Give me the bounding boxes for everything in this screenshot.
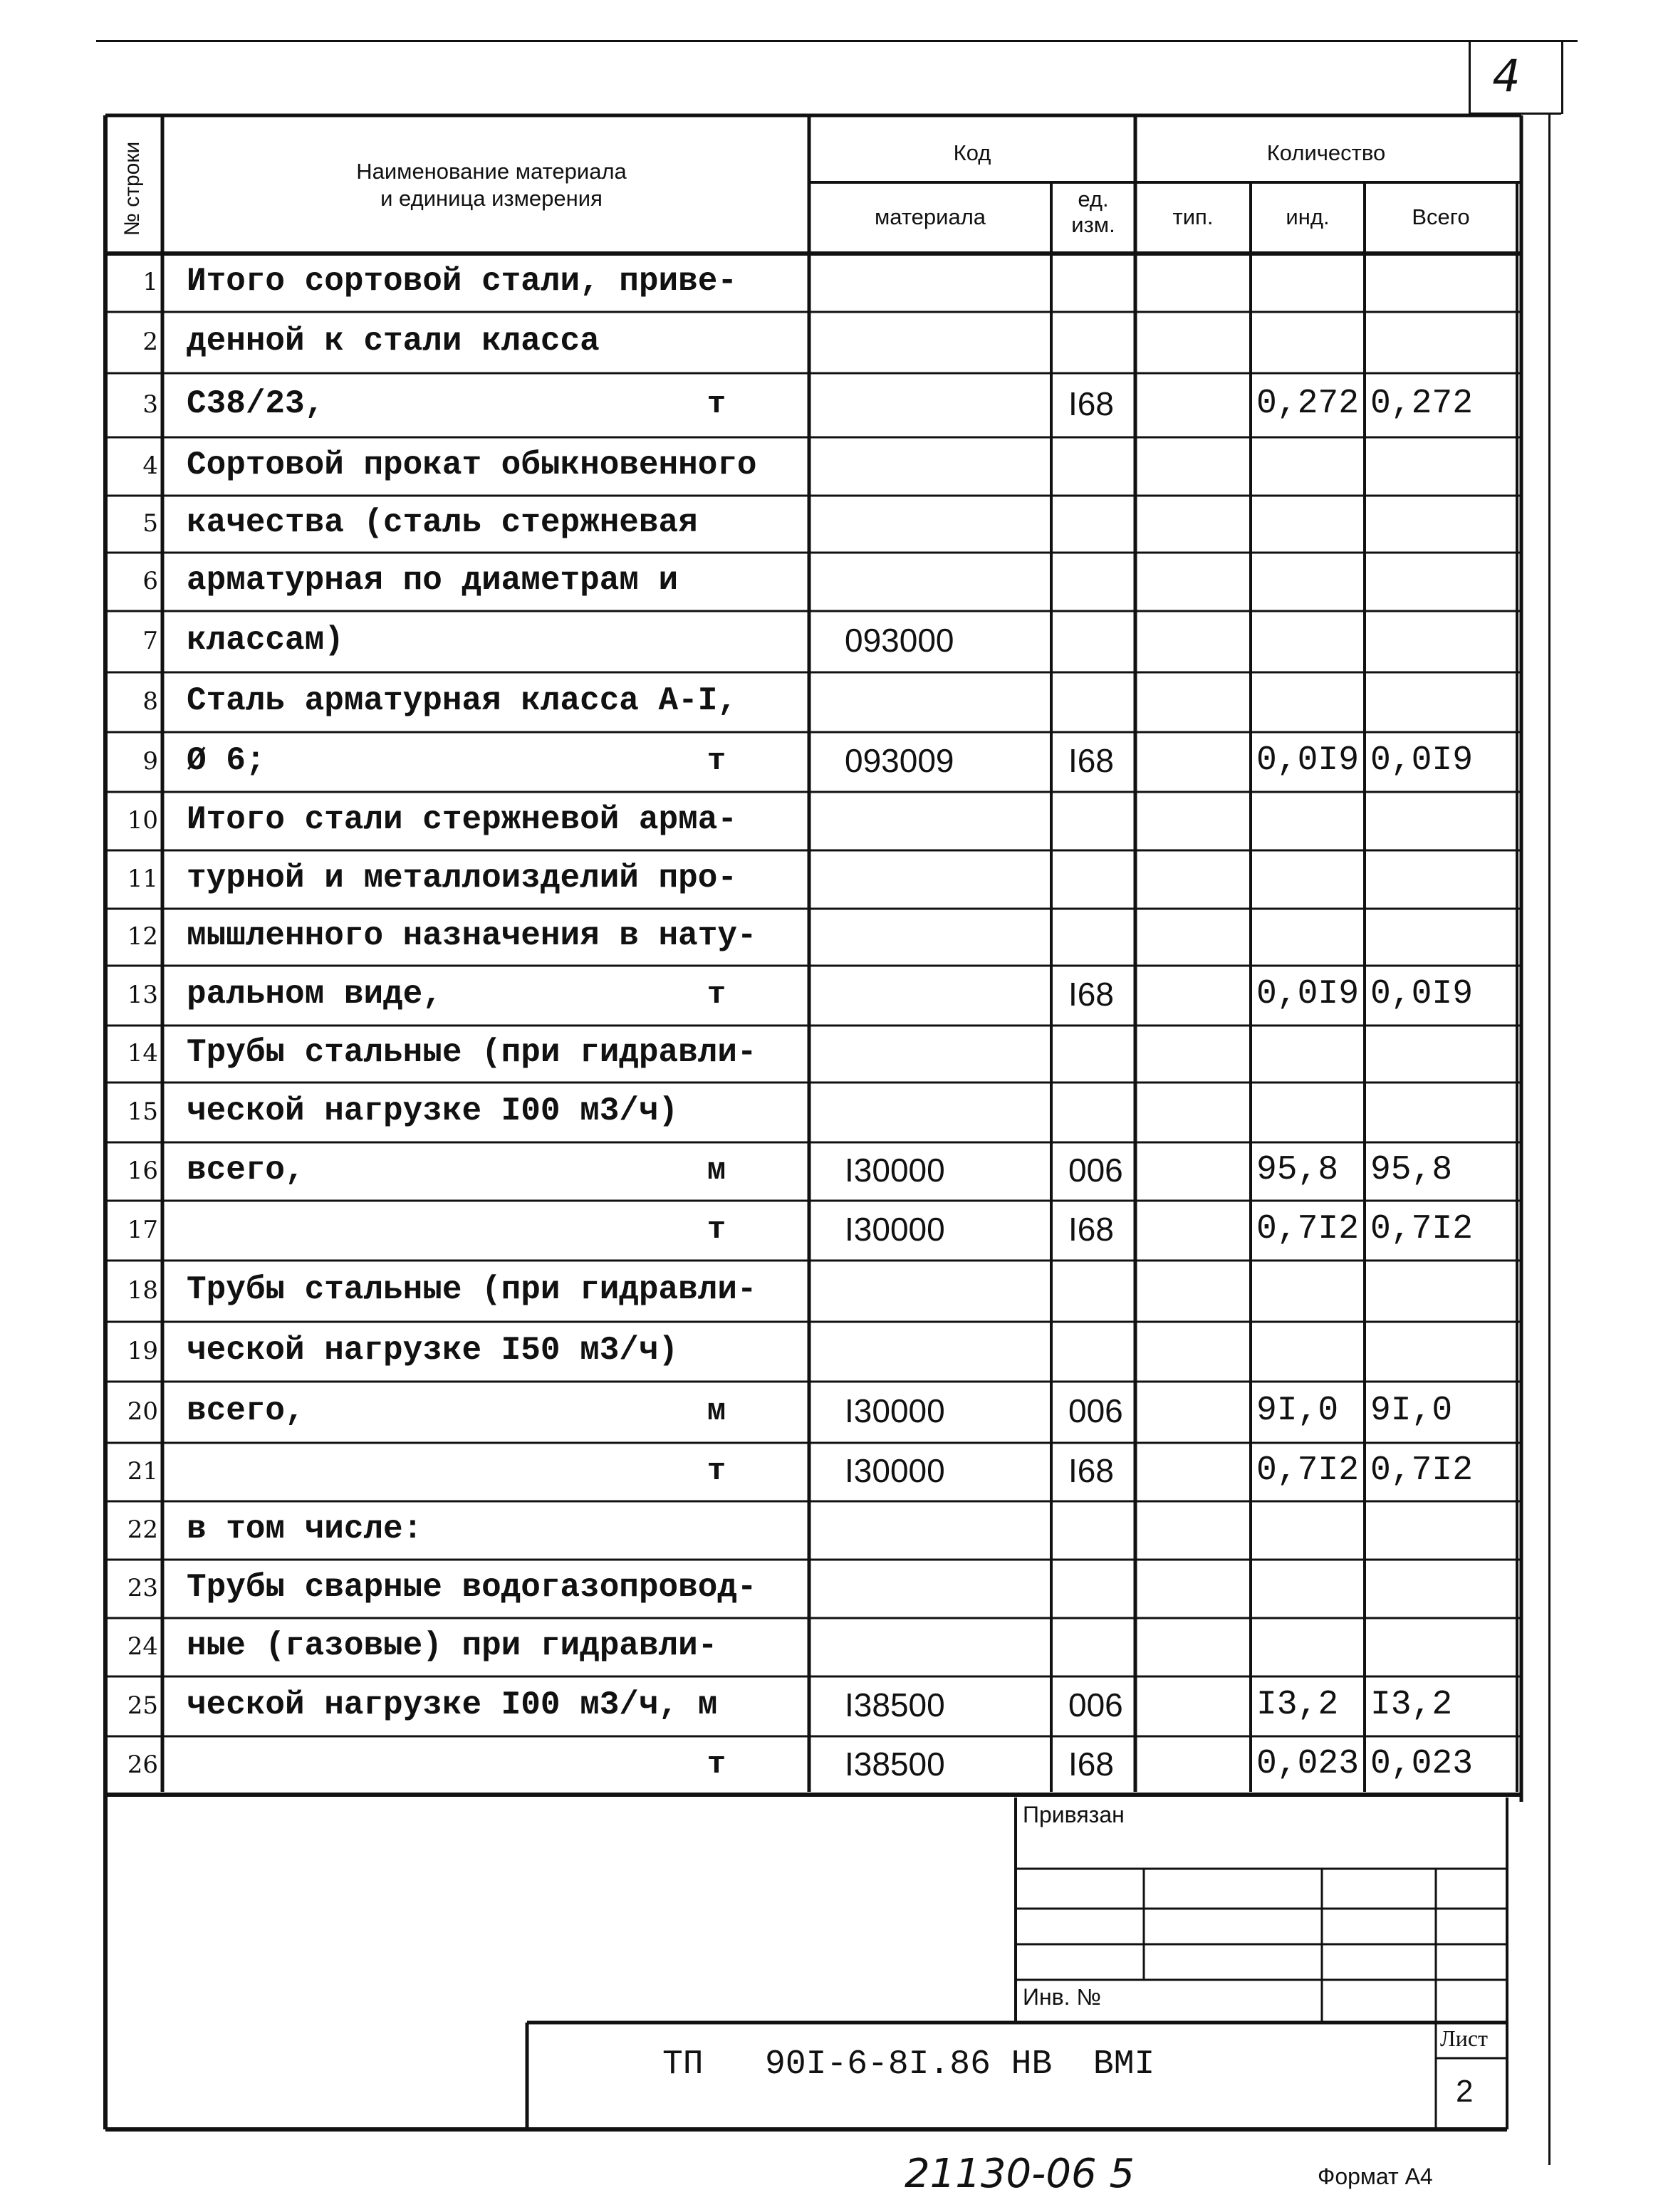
unit-code: 006 — [1068, 1392, 1123, 1430]
row-number: 14 — [127, 1038, 158, 1068]
row-number: 10 — [127, 805, 158, 835]
row-number: 5 — [142, 508, 158, 538]
unit-code: I68 — [1068, 385, 1114, 423]
code-material-header: материала — [874, 204, 986, 229]
unit-code: I68 — [1068, 1452, 1114, 1490]
material-name: Трубы стальные (при гидравли- — [187, 1271, 757, 1309]
row-number: 26 — [127, 1750, 158, 1779]
unit-symbol: м — [707, 1393, 726, 1429]
row-number: 16 — [127, 1156, 158, 1185]
sheet-number: 4 — [1492, 50, 1521, 102]
material-name: С38/23, — [187, 385, 325, 423]
unit-symbol: т — [707, 386, 726, 422]
material-name: ческой нагрузке I00 м3/ч, м — [187, 1686, 718, 1724]
row-number: 23 — [127, 1573, 158, 1602]
row-number: 25 — [127, 1691, 158, 1720]
unit-symbol: м — [707, 1152, 726, 1189]
row-number: 12 — [127, 922, 158, 951]
material-name: турной и металлоизделий про- — [187, 860, 737, 897]
qty-total: 0,0I9 — [1370, 975, 1474, 1014]
unit-code: I68 — [1068, 742, 1114, 780]
quantity-group-header: Количество — [1266, 140, 1386, 165]
qty-ind: 95,8 — [1256, 1151, 1339, 1190]
material-name: Трубы сварные водогазопровод- — [187, 1569, 757, 1607]
material-name: Сортовой прокат обыкновенного — [187, 447, 757, 484]
bound-label: Привязан — [1023, 1802, 1125, 1827]
unit-symbol: т — [707, 976, 726, 1013]
material-name: Трубы стальные (при гидравли- — [187, 1034, 757, 1072]
unit-code: I68 — [1068, 1746, 1114, 1783]
qty-ind-header: инд. — [1286, 204, 1330, 229]
qty-ind: 0,023 — [1256, 1745, 1360, 1784]
qty-ind: 0,0I9 — [1256, 975, 1360, 1014]
unit-code: 006 — [1068, 1686, 1123, 1724]
document-code: ТП 90I-6-8I.86 НВ ВМI — [662, 2045, 1155, 2084]
material-name: классам) — [187, 622, 344, 659]
material-name: всего, — [187, 1392, 305, 1430]
row-number: 8 — [142, 687, 158, 716]
sheet-label: Лист — [1440, 2025, 1489, 2051]
name-column-header: Наименование материала и единица измерения — [356, 159, 627, 211]
material-code: I30000 — [845, 1152, 945, 1189]
material-name: мышленного назначения в нату- — [187, 917, 757, 955]
row-number: 18 — [127, 1275, 158, 1305]
sheet-value: 2 — [1456, 2074, 1474, 2109]
row-number: 24 — [127, 1632, 158, 1661]
row-number: 11 — [127, 864, 158, 893]
material-code: I38500 — [845, 1746, 945, 1783]
qty-total: 0,7I2 — [1370, 1210, 1474, 1249]
row-number: 9 — [142, 746, 158, 776]
qty-total: I3,2 — [1370, 1686, 1453, 1725]
unit-code: I68 — [1068, 1211, 1114, 1248]
code-unit-header: ед. изм. — [1071, 187, 1115, 237]
material-name: денной к стали класса — [187, 323, 600, 360]
row-number: 6 — [142, 566, 158, 595]
qty-typ-header: тип. — [1172, 204, 1214, 229]
qty-total: 95,8 — [1370, 1151, 1453, 1190]
material-name: ральном виде, — [187, 976, 442, 1013]
material-name: качества (сталь стержневая — [187, 504, 698, 542]
unit-symbol: т — [707, 1746, 726, 1783]
qty-ind: 0,7I2 — [1256, 1210, 1360, 1249]
code-group-header: Код — [953, 140, 991, 165]
row-number: 13 — [127, 980, 158, 1009]
row-number: 20 — [127, 1397, 158, 1426]
qty-ind: I3,2 — [1256, 1686, 1339, 1725]
unit-code: I68 — [1068, 976, 1114, 1013]
inventory-label: Инв. № — [1023, 1984, 1101, 2010]
material-name: арматурная по диаметрам и — [187, 562, 679, 600]
qty-total-header: Всего — [1412, 204, 1470, 229]
row-number-header: № строки — [120, 141, 144, 236]
material-code: 093000 — [845, 622, 954, 659]
unit-code: 006 — [1068, 1152, 1123, 1189]
unit-symbol: т — [707, 1453, 726, 1489]
row-number: 17 — [127, 1215, 158, 1244]
row-number: 1 — [142, 267, 158, 296]
unit-symbol: т — [707, 1211, 726, 1248]
row-number: 3 — [142, 390, 158, 419]
material-name: Итого стали стержневой арма- — [187, 801, 737, 839]
qty-total: 0,7I2 — [1370, 1451, 1474, 1491]
qty-ind: 0,7I2 — [1256, 1451, 1360, 1491]
material-code: I30000 — [845, 1452, 945, 1490]
row-number: 19 — [127, 1336, 158, 1365]
qty-ind: 0,272 — [1256, 385, 1360, 424]
row-number: 7 — [142, 626, 158, 655]
material-code: I38500 — [845, 1686, 945, 1724]
material-name: Итого сортовой стали, приве- — [187, 263, 737, 301]
qty-total: 0,023 — [1370, 1745, 1474, 1784]
material-name: ческой нагрузке I50 м3/ч) — [187, 1332, 679, 1370]
row-number: 22 — [127, 1515, 158, 1544]
qty-total: 9I,0 — [1370, 1392, 1453, 1431]
row-number: 15 — [127, 1097, 158, 1126]
qty-total: 0,0I9 — [1370, 741, 1474, 781]
qty-ind: 0,0I9 — [1256, 741, 1360, 781]
material-name: ные (газовые) при гидравли- — [187, 1627, 718, 1665]
material-code: 093009 — [845, 742, 954, 780]
handwritten-archive-number: 21130-06 5 — [905, 2151, 1135, 2197]
qty-ind: 9I,0 — [1256, 1392, 1339, 1431]
material-name: всего, — [187, 1152, 305, 1189]
format-label: Формат А4 — [1318, 2164, 1433, 2189]
material-code: I30000 — [845, 1392, 945, 1430]
row-number: 2 — [142, 327, 158, 356]
row-number: 4 — [142, 451, 158, 480]
material-code: I30000 — [845, 1211, 945, 1248]
material-name: Сталь арматурная класса А-I, — [187, 682, 737, 720]
qty-total: 0,272 — [1370, 385, 1474, 424]
material-name: Ø 6; — [187, 742, 266, 780]
row-number: 21 — [127, 1456, 158, 1486]
material-name: в том числе: — [187, 1511, 423, 1548]
unit-symbol: т — [707, 743, 726, 779]
material-name: ческой нагрузке I00 м3/ч) — [187, 1092, 679, 1130]
